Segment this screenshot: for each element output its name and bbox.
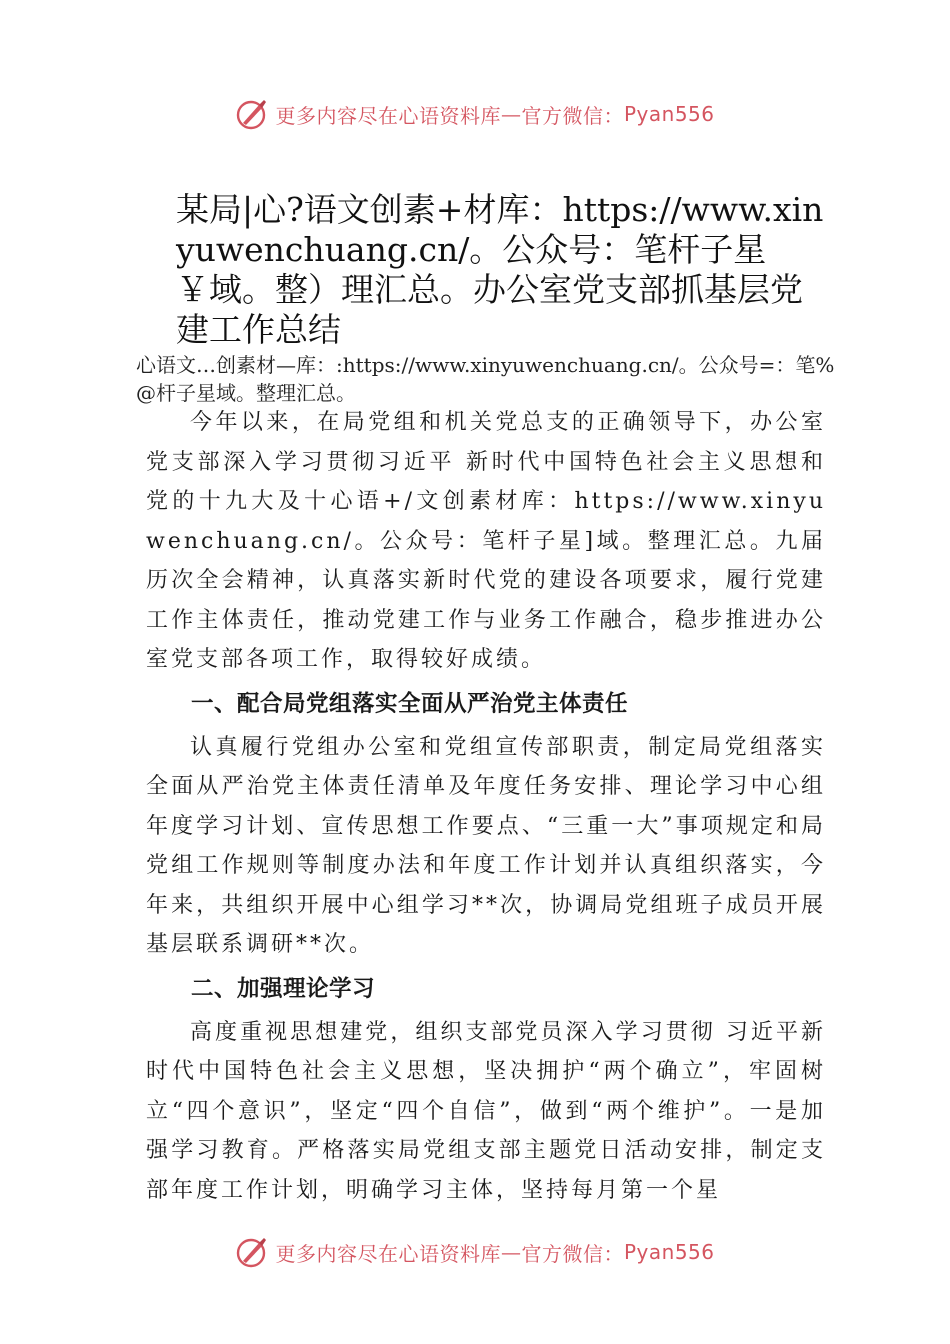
section-heading-1: 一、配合局党组落实全面从严治党主体责任 bbox=[191, 690, 629, 717]
watermark-wechat-label: 官方微信： bbox=[521, 103, 624, 128]
watermark-brand-text: 更多内容尽在心语资料库 bbox=[275, 103, 501, 128]
watermark-wechat-id: Pyan556 bbox=[623, 102, 715, 126]
watermark-banner-top bbox=[0, 94, 950, 134]
watermark-wechat-label: 官方微信： bbox=[521, 1241, 624, 1266]
paragraph-intro: 今年以来，在局党组和机关党总支的正确领导下，办公室党支部深入学习贯彻习近平 新时代中国特色社会主义思想和党的十九大及十心语+/文创素材库：https://www.xinyuwenchuang.cn/。公众号：笔杆子星]域。整理汇总。九届历次全会精神，认真落实新时代党的建设各项要求，履行党建工作主体责任，推动党建工作与业务工作融合，稳步推进办公室党支部各项工作，取得较好成绩。 bbox=[146, 410, 826, 672]
source-meta-line: 心语文…创素材—库：:https://www.xinyuwenchuang.cn/。公众号=：笔%@杆子星域。整理汇总。 bbox=[136, 353, 835, 405]
section-heading-2: 二、加强理论学习 bbox=[191, 975, 376, 1002]
brush-logo-icon bbox=[235, 97, 269, 131]
watermark-brand-text: 更多内容尽在心语资料库 bbox=[275, 1241, 501, 1266]
paragraph-section-2: 高度重视思想建党，组织支部党员深入学习贯彻 习近平新时代中国特色社会主义思想，坚决拥护“两个确立”，牢固树立“四个意识”，坚定“四个自信”，做到“两个维护”。一是加强学习教育。严格落实局党组支部主题党日活动安排，制定支部年度工作计划，明确学习主体，坚持每月第一个星 bbox=[146, 1019, 826, 1203]
document-title: 某局|心?语文创素+材库：https://www.xinyuwenchuang.cn/。公众号：笔杆子星￥域。整）理汇总。办公室党支部抓基层党建工作总结 bbox=[176, 190, 824, 349]
brush-logo-icon bbox=[235, 1235, 269, 1269]
watermark-banner-bottom bbox=[0, 1232, 950, 1272]
document-body bbox=[146, 403, 826, 1210]
watermark-separator: — bbox=[500, 1240, 522, 1264]
watermark-wechat-id: Pyan556 bbox=[623, 1240, 715, 1264]
watermark-separator: — bbox=[500, 102, 522, 126]
paragraph-section-1: 认真履行党组办公室和党组宣传部职责，制定局党组落实全面从严治党主体责任清单及年度任务安排、理论学习中心组年度学习计划、宣传思想工作要点、“三重一大”事项规定和局党组工作规则等制度办法和年度工作计划并认真组织落实，今年来，共组织开展中心组学习**次，协调局党组班子成员开展基层联系调研**次。 bbox=[146, 734, 826, 957]
